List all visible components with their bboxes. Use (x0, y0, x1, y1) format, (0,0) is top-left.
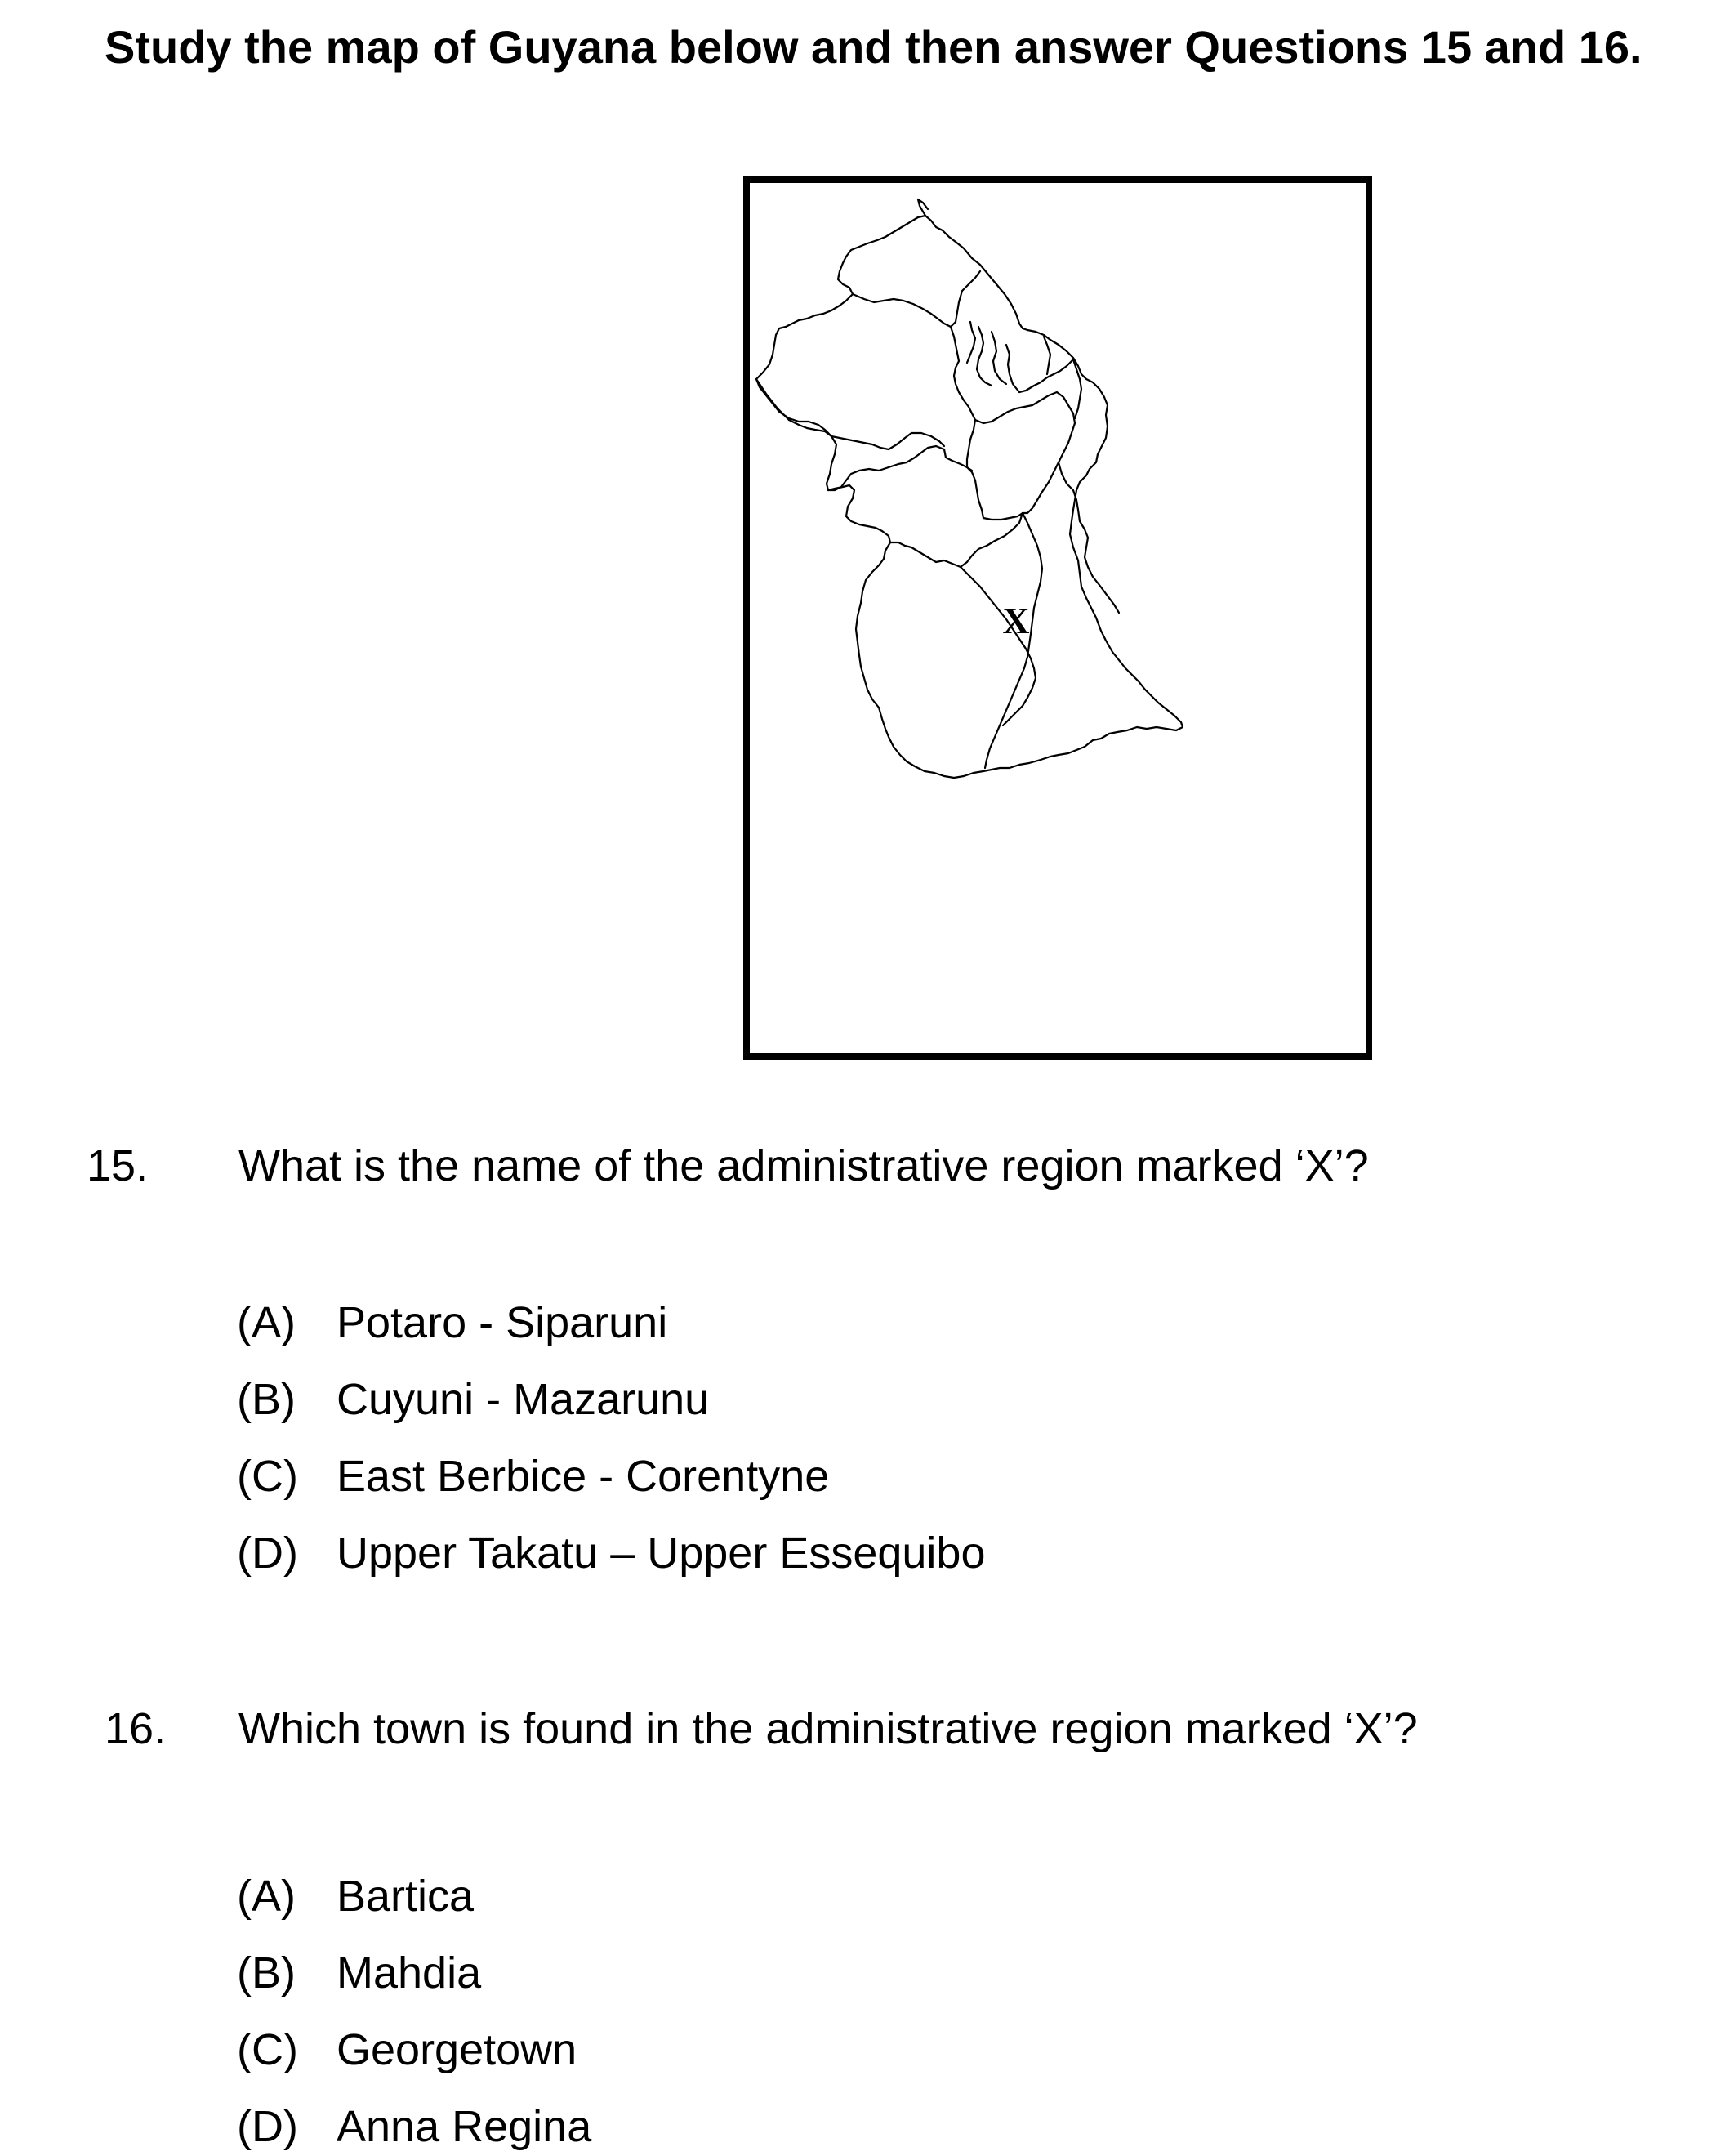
region-x-marker: X (1002, 600, 1030, 641)
boundary-2 (756, 379, 789, 420)
option-text: Potaro - Siparuni (337, 1298, 668, 1347)
question-15-option-a[interactable] (237, 1296, 667, 1350)
boundary-8 (992, 332, 1006, 384)
northern-tip (918, 199, 928, 216)
question-15-option-b[interactable] (237, 1373, 709, 1426)
option-letter: (A) (237, 1872, 296, 1921)
option-letter: (C) (237, 2025, 298, 2074)
question-16-number: 16. (105, 1704, 167, 1753)
boundary-16 (961, 567, 1036, 725)
question-16-option-d[interactable] (237, 2100, 591, 2154)
boundary-11 (1044, 337, 1050, 374)
boundary-17 (1080, 521, 1119, 613)
option-letter: (B) (237, 1948, 296, 1998)
question-16-option-a[interactable] (237, 1869, 474, 1923)
option-letter: (D) (237, 2102, 298, 2151)
question-15-option-d[interactable] (237, 1526, 986, 1580)
option-text: Bartica (337, 1872, 475, 1921)
boundary-7 (977, 327, 992, 386)
boundary-13 (1073, 359, 1081, 418)
guyana-map-frame (743, 176, 1372, 1060)
boundary-9 (1006, 345, 1019, 392)
option-letter: (D) (237, 1529, 298, 1578)
question-15-option-c[interactable] (237, 1449, 829, 1503)
option-letter: (A) (237, 1298, 296, 1347)
question-15-text: What is the name of the administrative region marked ‘X’? (238, 1141, 1369, 1190)
boundary-10 (1019, 359, 1073, 392)
boundary-6 (967, 322, 975, 363)
guyana-map (750, 183, 1366, 1053)
question-16-option-b[interactable] (237, 1946, 481, 2000)
region-x-outline (828, 446, 1023, 567)
option-letter: (B) (237, 1375, 296, 1424)
boundary-3 (789, 420, 944, 449)
question-16-text: Which town is found in the administrative region marked ‘X’? (238, 1704, 1418, 1753)
instruction-heading: Study the map of Guyana below and then answer Questions 15 and 16. (105, 21, 1642, 73)
option-text: Upper Takatu – Upper Essequibo (337, 1529, 986, 1578)
option-text: Mahdia (337, 1948, 482, 1998)
option-text: East Berbice - Corentyne (337, 1452, 830, 1501)
option-text: Cuyuni - Mazarunu (337, 1375, 710, 1424)
country-outline (756, 216, 1183, 778)
option-text: Georgetown (337, 2025, 577, 2074)
boundary-4 (951, 327, 975, 467)
question-16-option-c[interactable] (237, 2023, 577, 2077)
option-letter: (C) (237, 1452, 298, 1501)
question-15-number: 15. (87, 1141, 149, 1190)
option-text: Anna Regina (337, 2102, 592, 2151)
boundary-1 (853, 271, 980, 327)
boundary-12 (975, 392, 1075, 513)
